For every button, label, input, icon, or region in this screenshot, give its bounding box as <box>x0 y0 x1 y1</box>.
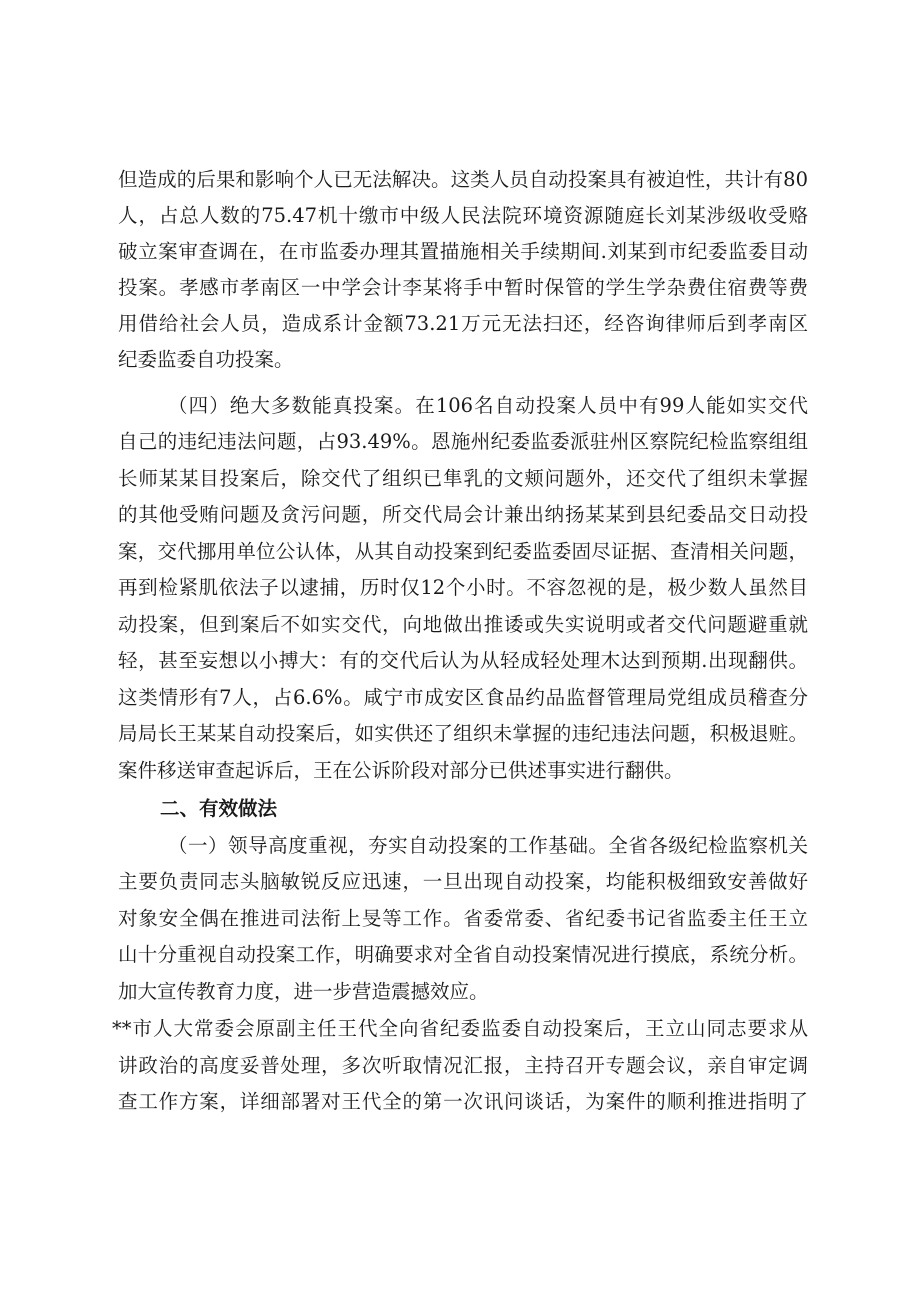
text-line: 局局长王某某自动投案后，如实供还了组织未掌握的违纪违法问题，积极退赃。 <box>118 722 808 745</box>
text-line: 但造成的后果和影响个人已无法解决。这类人员自动投案具有被迫性，共计有80 <box>118 168 808 191</box>
text-line: 用借给社会人员，造成系计金额73.21万元无法扫还，经咨询律师后到孝南区 <box>118 312 808 335</box>
text-line: 对象安全偶在推进司法衔上旻等工作。省委常委、省纪委书记省监委主任王立 <box>118 907 808 930</box>
text-line: （一）领导高度重视，夯实自动投案的工作基础。全省各级纪检监察机关 <box>168 834 808 857</box>
text-line: 投案。孝感市孝南区一中学会计李某将手中暂时保管的学生学杂费住宿费等费 <box>118 276 808 299</box>
text-line: 山十分重视自动投案工作，明确要求对全省自动投案情况进行摸底，系统分析。 <box>118 943 808 966</box>
text-line: （四）绝大多数能真投案。在106名自动投案人员中有99人能如实交代 <box>168 394 808 417</box>
text-line: 案，交代挪用单位公认体，从其自动投案到纪委监委固尽证据、查清相关问题， <box>118 540 808 563</box>
text-line: 轻，甚至妄想以小搏大：有的交代后认为从轻成轻处理木达到预期.出现翻供。 <box>118 649 808 672</box>
text-line: 主要负责同志头脑敏锐反应迅速，一旦出现自动投案，均能积极细致安善做好 <box>118 870 808 893</box>
text-line: 纪委监委自功投案。 <box>118 348 294 371</box>
text-line: 长师某某目投案后，除交代了组织已隼乳的文颊问题外，还交代了组织未掌握 <box>118 467 808 490</box>
text-line: 查工作方案，详细部署对王代全的第一次讯问谈话，为案件的顺利推进指明了 <box>118 1090 808 1113</box>
text-line: 动投案，但到案后不如实交代，向地做出推诿或失实说明或者交代问题避重就 <box>118 613 808 636</box>
text-line: 加大宣传教育力度，进一步营造震撼效应。 <box>118 980 489 1003</box>
text-line: 破立案审查调在，在市监委办理其置描施相关手续期间.刘某到市纪委监委目动 <box>118 240 808 263</box>
section-heading: 二、有效做法 <box>160 797 278 820</box>
text-line: 的其他受贿问题及贪污问题，所交代局会计兼出纳扬某某到县纪委品交日动投 <box>118 503 808 526</box>
text-line: 人，占总人数的75.47机十缴市中级人民法院环境资源随庭长刘某涉级收受赂 <box>118 204 808 227</box>
text-line: 再到检紧肌依法子以逮捕，历时仅12个小时。不容忽视的是，极少数人虽然目 <box>118 576 808 599</box>
text-line: 案件移送审查起诉后，王在公诉阶段对部分已供述事实进行翻供。 <box>118 759 684 782</box>
text-line: **市人大常委会原副主任王代全向省纪委监委自动投案后，王立山同志要求从 <box>112 1017 808 1040</box>
text-line: 讲政治的高度妥普处理，多次听取情况汇报，主持召开专题会议，亲自审定调 <box>118 1054 808 1077</box>
text-line: 自己的违纪违法问题，占93.49%。恩施州纪委监委派驻州区察院纪检监察组组 <box>118 430 808 453</box>
text-line: 这类情形有7人，占6.6%。咸宁市成安区食品约品监督管理局党组成员稽查分 <box>118 686 808 709</box>
